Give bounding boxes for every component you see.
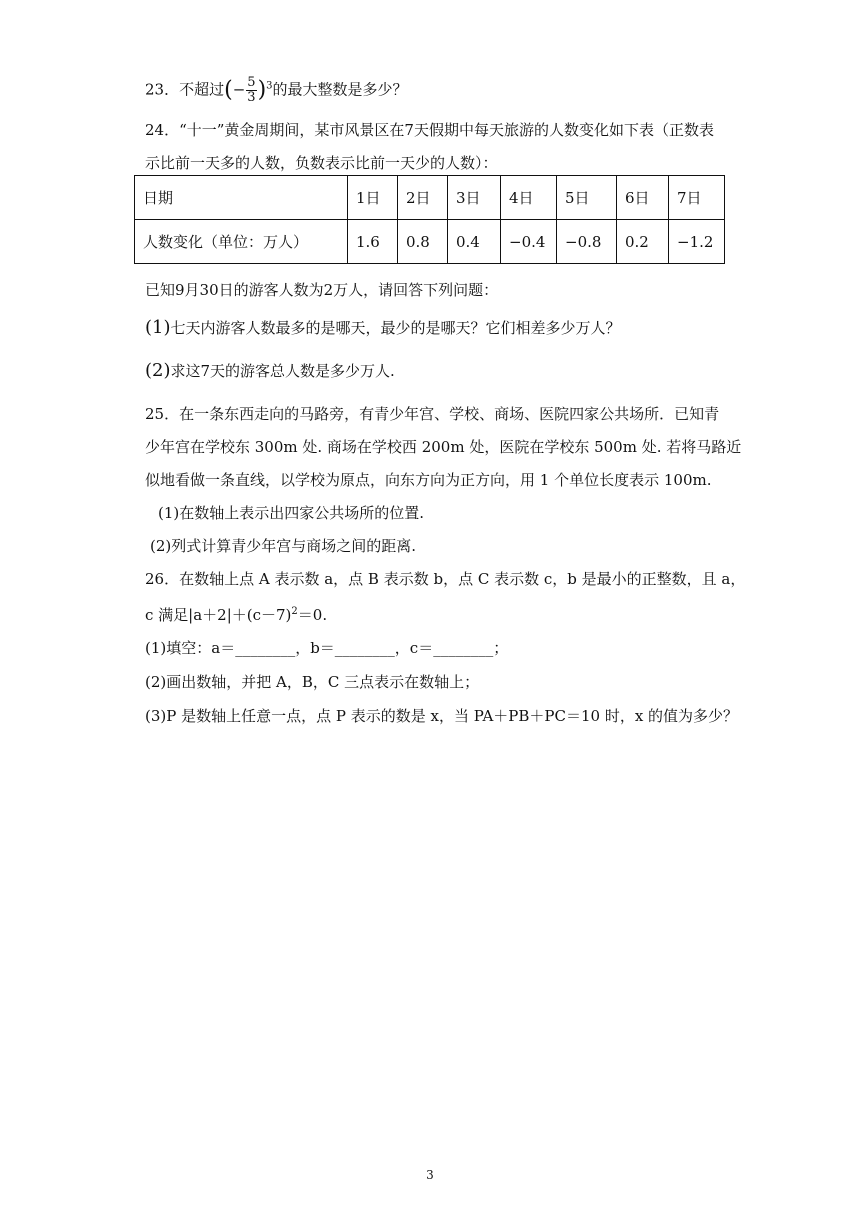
- table-header-cell: 6日: [617, 176, 669, 220]
- q24-line1: 24．“十一”黄金周期间，某市风景区在7天假期中每天旅游的人数变化如下表（正数表: [145, 121, 714, 139]
- q24-sub2: [145, 361, 395, 381]
- q23-open-paren: (: [224, 77, 233, 103]
- table-header-cell: 1日: [348, 176, 398, 220]
- table-cell: 0.2: [617, 220, 669, 264]
- q24-sub1-text: 七天内游客人数最多的是哪天，最少的是哪天？它们相差多少万人？: [170, 319, 621, 337]
- q23-prefix: 不超过: [179, 80, 225, 99]
- q25-line3: 似地看做一条直线，以学校为原点，向东方向为正方向，用 1 个单位长度表示 100m.: [145, 471, 712, 489]
- q23-suffix: 的最大整数是多少？: [272, 80, 408, 99]
- q26-exponent: 2: [291, 606, 298, 617]
- q25-line1: 25．在一条东西走向的马路旁，有青少年宫、学校、商场、医院四家公共场所．已知青: [145, 405, 720, 423]
- table-cell: −0.4: [501, 220, 557, 264]
- table-row: [135, 220, 725, 264]
- visitor-change-table: [134, 175, 725, 264]
- q24-given: 已知9月30日的游客人数为2万人，请回答下列问题：: [145, 281, 499, 299]
- q26-condition: c 满足|a＋2|＋(c－7): [145, 606, 292, 624]
- q23-frac-denominator: 3: [247, 90, 256, 105]
- q23-exponent: 3: [266, 80, 273, 92]
- q23-number: 23．: [145, 80, 180, 99]
- q24-sub2-label: (2): [145, 360, 171, 381]
- q24-sub1-label: (1): [145, 317, 171, 338]
- q26-line1: 26．在数轴上点 A 表示数 a，点 B 表示数 b，点 C 表示数 c，b 是最小的正整数，且 a，: [145, 570, 746, 588]
- table-header-cell: 日期: [135, 176, 348, 220]
- q24-sub1: [145, 318, 621, 338]
- q23-fraction: [246, 76, 256, 105]
- table-cell: 0.4: [448, 220, 501, 264]
- q25-sub2: (2)列式计算青少年宫与商场之间的距离.: [150, 537, 417, 555]
- table-cell: −1.2: [669, 220, 725, 264]
- table-row: [135, 176, 725, 220]
- table-cell: −0.8: [557, 220, 617, 264]
- q24-line2: 示比前一天多的人数，负数表示比前一天少的人数）：: [145, 154, 498, 172]
- q26-sub3: (3)P 是数轴上任意一点，点 P 表示的数是 x，当 PA＋PB＋PC＝10 时，x 的值为多少？: [145, 707, 739, 725]
- q26-sub2: (2)画出数轴，并把 A，B，C 三点表示在数轴上；: [145, 673, 480, 691]
- q23-close-paren: ): [257, 77, 267, 103]
- q26-condition-end: ＝0.: [297, 606, 328, 624]
- q24-sub2-text: 求这7天的游客总人数是多少万人.: [170, 362, 395, 380]
- table-cell: 人数变化（单位：万人）: [135, 220, 348, 264]
- table-header-cell: 5日: [557, 176, 617, 220]
- table-header-cell: 7日: [669, 176, 725, 220]
- q23-line: [145, 76, 408, 105]
- q25-line2: 少年宫在学校东 300m 处. 商场在学校西 200m 处，医院在学校东 500m 处. 若将马路近: [145, 438, 742, 456]
- q26-sub1: (1)填空：a＝________，b＝________，c＝________；: [145, 639, 509, 657]
- q25-sub1: (1)在数轴上表示出四家公共场所的位置.: [158, 504, 425, 522]
- table-header-cell: 4日: [501, 176, 557, 220]
- table-cell: 0.8: [398, 220, 448, 264]
- table-header-cell: 3日: [448, 176, 501, 220]
- page-number: 3: [426, 1168, 434, 1182]
- q26-line2: [145, 602, 327, 625]
- table-cell: 1.6: [348, 220, 398, 264]
- q23-sign: −: [232, 80, 246, 99]
- table-header-cell: 2日: [398, 176, 448, 220]
- q23-frac-numerator: 5: [247, 75, 256, 90]
